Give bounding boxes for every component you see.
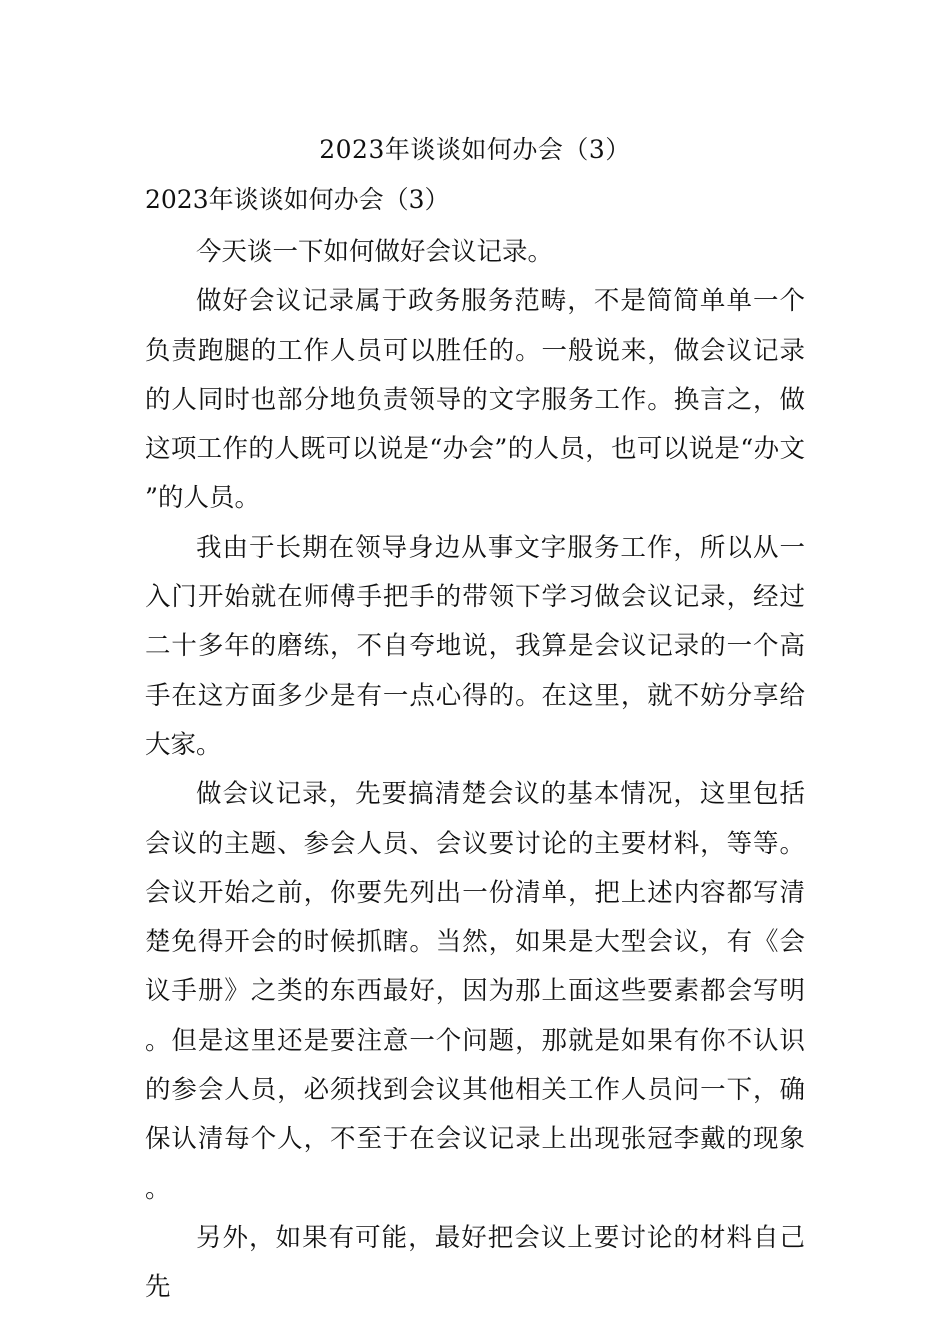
- document-body: [145, 228, 805, 1313]
- paragraph-intro: 今天谈一下如何做好会议记录。: [196, 237, 554, 267]
- document-title: 2023年谈谈如何办会（3）: [319, 135, 631, 164]
- paragraph-preparation: 做会议记录，先要搞清楚会议的基本情况，这里包括会议的主题、参会人员、会议要讨论的主要材料，等等。会议开始之前，你要先列出一份清单，把上述内容都写清楚免得开会的时候抓瞎。当然，如果是大型会议，有《会议手册》之类的东西最好，因为那上面这些要素都会写明。但是这里还是要注意一个问题，那就是如果有你不认识的参会人员，必须找到会议其他相关工作人员问一下，确保认清每个人，不至于在会议记录上出现张冠李戴的现象。: [145, 779, 805, 1204]
- paragraph-materials: 另外，如果有可能，最好把会议上要讨论的材料自己先: [145, 1222, 805, 1303]
- paragraph-scope: 做好会议记录属于政务服务范畴，不是简简单单一个负责跑腿的工作人员可以胜任的。一般说来，做会议记录的人同时也部分地负责领导的文字服务工作。换言之，做这项工作的人既可以说是“办会”的人员，也可以说是“办文”的人员。: [145, 286, 805, 514]
- document-subtitle: 2023年谈谈如何办会（3）: [145, 185, 450, 214]
- paragraph-experience: 我由于长期在领导身边从事文字服务工作，所以从一入门开始就在师傅手把手的带领下学习做会议记录，经过二十多年的磨练，不自夸地说，我算是会议记录的一个高手在这方面多少是有一点心得的。在这里，就不妨分享给大家。: [145, 532, 805, 760]
